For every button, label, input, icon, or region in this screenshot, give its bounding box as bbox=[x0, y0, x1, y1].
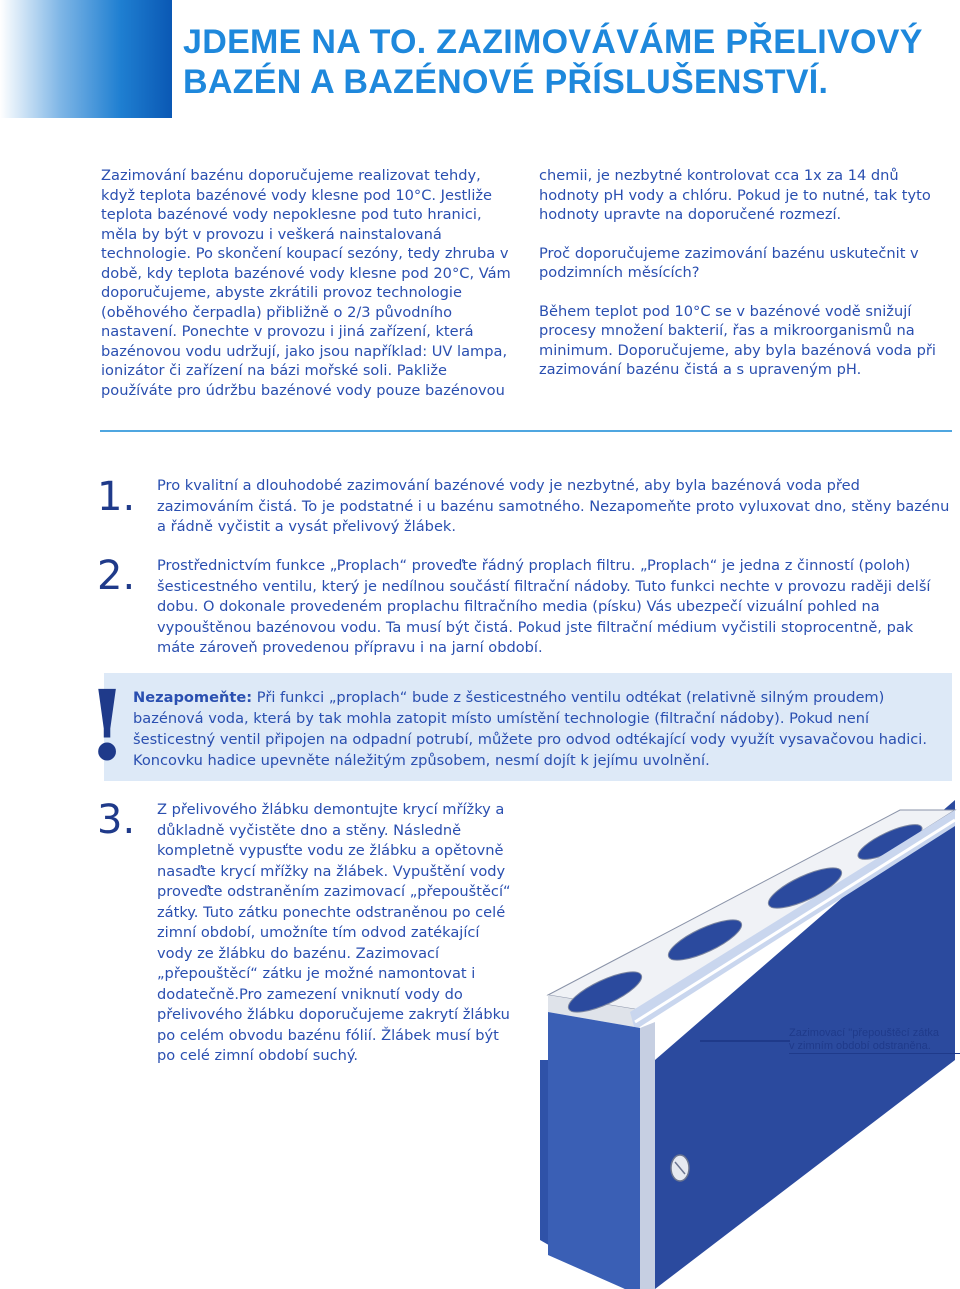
intro-right-paragraph-3: Během teplot pod 10°C se v bazénové vodě snižují procesy množení bakterií, řas a mikroorganismů na minimum. Doporučujeme, aby byla bazénová voda při zazimování bazénu čistá a s upraveným pH. bbox=[539, 302, 936, 378]
step-3-text: Z přelivového žlábku demontujte krycí mřížky a důkladně vyčistěte dno a stěny. Následně kompletně vypusťte vodu ze žlábku a opětovně nasaďte krycí mřížky na žlábek. Vypuštění vody proveďte odstraněním zazimovací „přepouštěcí“ zátky. Tuto zátku ponechte odstraněnou po celé zimní období, umožníte tím odvod zatékající vody ze žlábku do bazénu. Zazimovací „přepouštěcí“ zátku je možné namontovat i dodatečně.Pro zamezení vniknutí vody do přelivového žlábku doporučujeme zakrytí žlábku po celém obvodu bazénu fólií. Žlábek musí být po celé zimní období suchý. bbox=[157, 801, 511, 1064]
intro-right-column bbox=[539, 166, 939, 399]
step-1-text: Pro kvalitní a dlouhodobé zazimování bazénové vody je nezbytné, aby byla bazénová voda před zazimováním čistá. To je podstatné i u bazénu samotného. Nezapomeňte proto vyluxovat dno, stěny bazénu a řádně vyčistit a vysát přelivový žlábek. bbox=[157, 477, 950, 535]
page-title bbox=[183, 22, 923, 102]
page-title-line-2: BAZÉN A BAZÉNOVÉ PŘÍSLUŠENSTVÍ. bbox=[183, 63, 829, 101]
step-3-number: 3. bbox=[97, 797, 136, 843]
exclamation-icon: ! bbox=[86, 669, 129, 782]
warning-label: Nezapomeňte: bbox=[133, 689, 253, 706]
step-1-number: 1. bbox=[97, 474, 136, 520]
gutter-front-wall bbox=[548, 1012, 640, 1289]
figure-caption bbox=[789, 1027, 960, 1054]
intro-left-paragraph: Zazimování bazénu doporučujeme realizovat tehdy, když teplota bazénové vody klesne pod 10°C. Jestliže teplota bazénové vody nepoklesne pod tuto hranici, měla by být v provozu i veškerá nainstalovaná technologie. Po skončení koupací sezóny, tedy zhruba v době, kdy teplota bazénové vody klesne pod 20°C, Vám doporučujeme, abyste zkrátili provoz technologie (oběhového čerpadla) přibližně o 2/3 původního nastavení. Ponechte v provozu i jiná zařízení, která bazénovou vodu udržují, jako jsou například: UV lampa, ionizátor či zařízení na bázi mořské soli. Pakliže používáte pro údržbu bazénové vody pouze bazénovou bbox=[101, 167, 511, 399]
warning-body: Při funkci „proplach“ bude z šesticestného ventilu odtékat (relativně silným proudem) bazénová voda, která by tak mohla zatopit místo umístění technologie (filtrační nádoby). Pokud není šesticestný ventil připojen na odpadní potrubí, můžete pro odvod odtékající vody využít vysavačovou hadici. Koncovku hadice upevněte náležitým způsobem, nesmí dojít k jejímu uvolnění. bbox=[133, 689, 927, 769]
figure-caption-line-1: Zazimovací "přepouštěcí zátka bbox=[789, 1027, 940, 1039]
figure-caption-line-2: v zimním období odstraněna. bbox=[789, 1040, 931, 1052]
caption-leader-line bbox=[700, 1040, 790, 1042]
header-gradient-band bbox=[0, 0, 172, 118]
page-title-line-1: JDEME NA TO. ZAZIMOVÁVÁME PŘELIVOVÝ bbox=[183, 23, 923, 61]
intro-right-paragraph-1: chemii, je nezbytné kontrolovat cca 1x za 14 dnů hodnoty pH vody a chlóru. Pokud je to nutné, tak tyto hodnoty upravte na doporučené rozmezí. bbox=[539, 167, 931, 223]
intro-right-paragraph-2: Proč doporučujeme zazimování bazénu uskutečnit v podzimních měsících? bbox=[539, 244, 919, 281]
warning-text bbox=[133, 687, 938, 771]
step-2-number: 2. bbox=[97, 553, 136, 599]
step-2-text: Prostřednictvím funkce „Proplach“ proveďte řádný proplach filtru. „Proplach“ je jedna z činností (poloh) šesticestného ventilu, který je nedílnou součástí filtrační nádoby. Tuto funkci nechte v provozu raději delší dobu. O dokonale provedeném proplachu filtračního media (písku) Vás ubezpečí vizuální pohled na vypouštěnou bazénovou vodu. Ta musí být čistá. Pokud jste filtrační médium vyčistili stoprocentně, pak máte zároveň provedenou přípravu i na jarní období. bbox=[157, 557, 931, 656]
section-divider bbox=[100, 430, 952, 432]
